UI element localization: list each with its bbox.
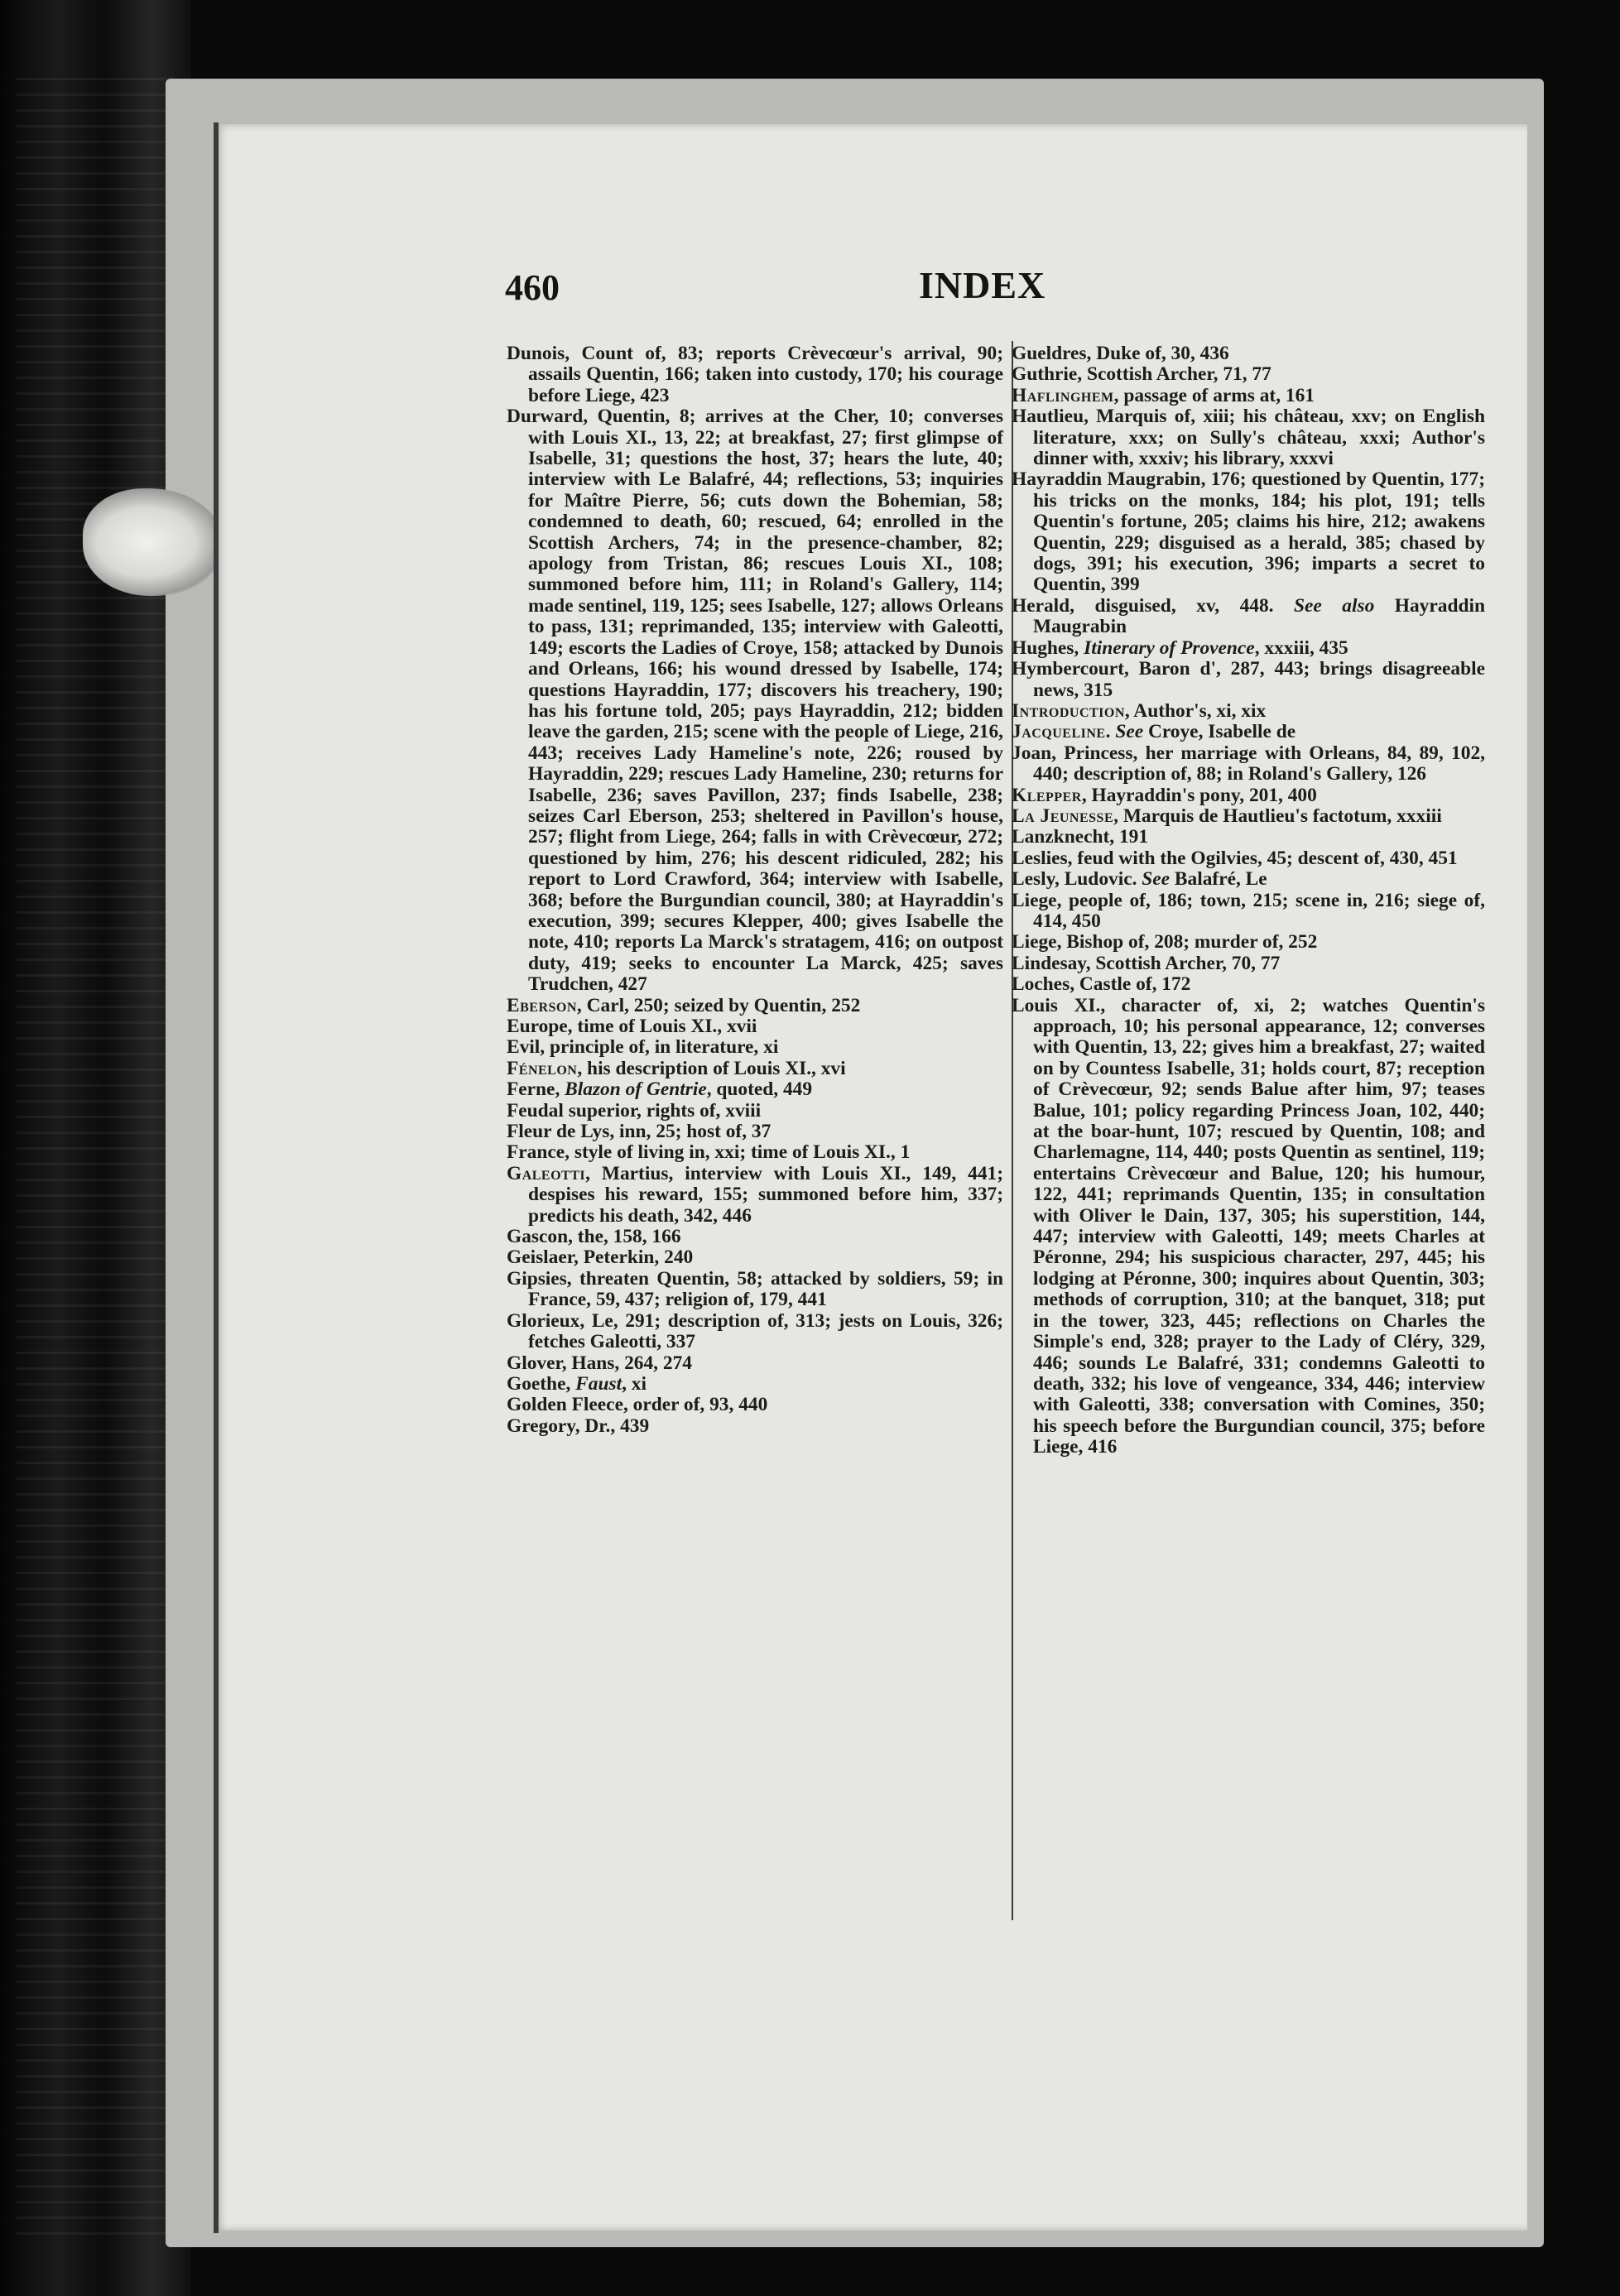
index-entry-heading: Galeotti: [507, 1162, 586, 1184]
index-entry-references: , Marquis of, xiii; his château, xxv; on English literature, xxx; on Sully's château, xxxi; Author's dinner with, xxxiv; his library, xxxvi: [1033, 406, 1485, 470]
index-entry-references: , Scottish Archer, 71, 77: [1077, 363, 1271, 386]
index-entry-references: ,: [565, 1372, 576, 1395]
index-entry: [1012, 596, 1485, 638]
index-entry-heading: Louis XI.: [1012, 994, 1101, 1016]
index-entry: [507, 1269, 1003, 1311]
index-entry: [1012, 469, 1485, 595]
index-entry-references: , Marquis de Hautlieu's factotum, xxxiii: [1113, 805, 1442, 827]
index-entry-heading: Evil: [507, 1036, 541, 1059]
index-entry-heading: Hautlieu: [1012, 406, 1084, 428]
index-entry-italic: See: [1115, 721, 1144, 743]
book-spine: [0, 0, 190, 2296]
index-entry-references: , 191: [1109, 826, 1149, 848]
index-entry-references: .: [1105, 721, 1116, 743]
index-entry-references: , Dr., 439: [574, 1415, 650, 1437]
index-entry-heading: Haflinghem: [1012, 384, 1114, 406]
index-entry-heading: Gipsies: [507, 1267, 567, 1290]
index-entry-heading: Gueldres: [1012, 343, 1087, 364]
index-entry-heading: Joan: [1012, 742, 1052, 764]
index-entry-references: , Carl, 250; seized by Quentin, 252: [576, 994, 861, 1016]
index-entry-references: , style of living in, xxi; time of Louis XI., 1: [565, 1141, 911, 1164]
index-entry-references: , Martius, interview with Louis XI., 149, 441; despises his reward, 155; summoned before him, 337; predicts his death, 342, 446: [528, 1162, 1003, 1227]
index-entry: [507, 1416, 1003, 1437]
index-entry-references-continued: , xi: [622, 1372, 647, 1395]
index-entry-references: , Bishop of, 208; murder of, 252: [1056, 931, 1318, 953]
index-entry-heading: Gregory: [507, 1415, 575, 1437]
index-entry: [507, 1101, 1003, 1122]
index-entry: [507, 1037, 1003, 1058]
index-entry-references-continued: , xxxiii, 435: [1254, 636, 1348, 659]
index-entry: [507, 1247, 1003, 1268]
index-entry-heading: Loches: [1012, 973, 1070, 996]
index-entry: [1012, 869, 1485, 890]
index-entry-heading: Fleur de Lys: [507, 1121, 610, 1143]
index-entry: [1012, 343, 1485, 364]
index-entry: [507, 1374, 1003, 1395]
index-entry-heading: Hayraddin Maugrabin: [1012, 468, 1201, 491]
index-entry-italic: Blazon of Gentrie: [565, 1078, 707, 1101]
index-entry: [1012, 659, 1485, 701]
index-entry-references: , order of, 93, 440: [623, 1394, 768, 1416]
index-entry-references: , Peterkin, 240: [574, 1246, 694, 1269]
index-entry-references: , passage of arms at, 161: [1113, 384, 1315, 406]
index-entry-references: ,: [1074, 636, 1084, 659]
index-entry-references: , threaten Quentin, 58; attacked by soldiers, 59; in France, 59, 437; religion of, 179, 441: [528, 1267, 1003, 1311]
index-entry-references: , Hayraddin's pony, 201, 400: [1081, 784, 1317, 806]
index-entry-references: , Author's, xi, xix: [1124, 699, 1267, 722]
index-entry-heading: Guthrie: [1012, 363, 1078, 386]
index-entry-heading: Dunois: [507, 343, 565, 364]
index-entry: [1012, 848, 1485, 869]
index-entry: [507, 343, 1003, 406]
index-entry-references: ,: [555, 1078, 565, 1101]
index-column-right: [1003, 343, 1485, 1458]
index-entry-references: , character of, xi, 2; watches Quentin's approach, 10; his personal appearance, 12; converses with Quentin, 13, 22; gives him a breakfast, 27; waited on by Countess Isabelle, 31; holds court, 87; reception of Crèvecœur, 92; sends Balue after him, 97; teases Balue, 101; policy regarding Princess Joan, 102, 440; at the boar-hunt, 107; rescued by Quentin, 108; and Charlemagne, 114, 440; posts Quentin as sentinel, 119; entertains Crèvecœur and Balue, 120; his humour, 122, 441; reprimands Quentin, 135; in consultation with Oliver le Dain, 137, 305; his superstition, 144, 447; interview with Galeotti, 149; meets Charles at Péronne, 294; his suspicious character, 297, 445; his lodging at Péronne, 300; inquires about Quentin, 303; methods of corruption, 310; at the banquet, 318; put in the tower, 323, 445; reflections on Charles the Simple's end, 328; prayer to the Lady of Cléry, 329, 446; sounds Le Balafré, 331; condemns Galeotti to death, 332; his love of vengeance, 334, 446; interview with Galeotti, 338; conversation with Comines, 350; his speech before the Burgundian council, 375; before Liege, 416: [1033, 994, 1485, 1458]
paper-tear: [83, 488, 224, 596]
index-entry-references: , his description of Louis XI., xvi: [577, 1057, 846, 1079]
index-entry-references: , Scottish Archer, 70, 77: [1085, 952, 1281, 974]
index-entry: [1012, 722, 1485, 742]
index-entry-heading: Introduction: [1012, 699, 1125, 722]
index-entry: [1012, 932, 1485, 953]
index-entry: [507, 1016, 1003, 1037]
index-entry: [1012, 364, 1485, 385]
index-entry-heading: Gascon: [507, 1226, 569, 1248]
index-entry-heading: Goethe: [507, 1372, 566, 1395]
index-entry-references: , Hans, 264, 274: [561, 1352, 692, 1374]
index-entry-references: superior, rights of, xviii: [563, 1099, 762, 1122]
index-entry-references: , inn, 25; host of, 37: [609, 1121, 772, 1143]
page-edge-shadow: [214, 122, 219, 2233]
index-entry-heading: Klepper: [1012, 784, 1082, 806]
index-entry-heading: Hughes: [1012, 636, 1074, 659]
index-entry: [1012, 785, 1485, 806]
index-entry-heading: Lanzknecht: [1012, 826, 1110, 848]
index-entry-references: , principle of, in literature, xi: [540, 1036, 779, 1059]
page-title: INDEX: [919, 264, 1046, 306]
index-entry: [507, 1142, 1003, 1163]
index-entry-heading: Leslies: [1012, 847, 1068, 869]
index-entry-heading: Jacqueline: [1012, 721, 1106, 743]
index-entry-heading: Ferne: [507, 1078, 555, 1101]
index-entry-italic: Itinerary of Provence: [1084, 636, 1255, 659]
index-entry-references: , time of Louis XI., xvii: [567, 1016, 757, 1037]
index-entry-references-continued: Balafré, Le: [1170, 868, 1267, 891]
index-entry-heading: Herald: [1012, 594, 1070, 617]
index-entry-references: , 176; questioned by Quentin, 177; his tricks on the monks, 184; his plot, 191; tells Quentin's fortune, 205; claims his hire, 212; awakens Quentin, 229; disguised as a herald, 385; chased by dogs, 391; his execution, 396; imparts a secret to Quentin, 399: [1033, 468, 1485, 596]
index-entry: [1012, 953, 1485, 974]
index-entry-heading: Hymbercourt: [1012, 658, 1124, 680]
index-entry-references: , disguised, xv, 448.: [1070, 594, 1295, 617]
index-entry: [1012, 701, 1485, 722]
index-entry: [1012, 743, 1485, 785]
index-column-left: [507, 343, 1003, 1437]
index-entry: [1012, 827, 1485, 848]
index-entry: [507, 1353, 1003, 1374]
index-entry: [1012, 806, 1485, 827]
index-entry-heading: Lesly: [1012, 868, 1055, 891]
index-entry-references: , Princess, her marriage with Orleans, 84, 89, 102, 440; description of, 88; in Roland's Gallery, 126: [1033, 742, 1485, 785]
index-entry: [507, 1311, 1003, 1353]
index-entry-heading: Liege: [1012, 889, 1057, 911]
index-entry-references-continued: , quoted, 449: [706, 1078, 813, 1101]
index-entry: [1012, 386, 1485, 406]
index-entry: [1012, 891, 1485, 933]
index-entry-heading: France: [507, 1141, 565, 1164]
index-entry-references: , feud with the Ogilvies, 45; descent of, 430, 451: [1067, 847, 1458, 869]
index-entry: [1012, 406, 1485, 469]
index-entry-heading: Glover: [507, 1352, 562, 1374]
index-entry-heading: Liege: [1012, 931, 1057, 953]
index-entry: [1012, 974, 1485, 995]
index-entry-references: , Castle of, 172: [1070, 973, 1191, 996]
index-entry-heading: Geislaer: [507, 1246, 574, 1269]
index-entry-references: , Baron d', 287, 443; brings disagreeable news, 315: [1033, 658, 1485, 701]
index-entry-references: , Ludovic.: [1055, 868, 1142, 891]
spine-texture: [17, 66, 174, 2235]
index-entry: [507, 1164, 1003, 1227]
index-entry-italic: See: [1142, 868, 1171, 891]
index-entry: [507, 1079, 1003, 1100]
index-entry-references: , Quentin, 8; arrives at the Cher, 10; converses with Louis XI., 13, 22; at breakfast, 27; first glimpse of Isabelle, 31; questions the host, 37; hears the lute, 40; interview with Le Balafré, 44; reflections, 53; inquiries for Maître Pierre, 56; cuts down the Bohemian, 58; condemned to death, 60; rescued, 64; enrolled in the Scottish Archers, 74; in the presence-chamber, 82; apology from Tristan, 86; rescues Louis XI., 108; summoned before him, 111; in Roland's Gallery, 114; made sentinel, 119, 125; sees Isabelle, 127; allows Orleans to pass, 131; reprimanded, 135; interview with Galeotti, 149; escorts the Ladies of Croye, 158; attacked by Dunois and Orleans, 166; his wound dressed by Isabelle, 174; questions Hayraddin, 177; discovers his treachery, 190; has his fortune told, 205; pays Hayraddin, 212; bidden leave the garden, 215; scene with the people of Liege, 216, 443; receives Lady Hameline's note, 226; roused by Hayraddin, 229; rescues Lady Hameline, 230; returns for Isabelle, 236; saves Pavillon, 237; finds Isabelle, 238; seizes Carl Eberson, 253; sheltered in Pavillon's house, 257; flight from Liege, 264; falls in with Crèvecœur, 272; questioned by him, 276; his descent ridiculed, 282; his report to Lord Crawford, 364; interview with Isabelle, 368; before the Burgundian council, 380; at Hayraddin's execution, 399; secures Klepper, 400; gives Isabelle the note, 410; reports La Marck's stratagem, 416; on outpost duty, 419; seeks to encounter La Marck, 425; saves Trudchen, 427: [528, 406, 1003, 996]
page-number: 460: [505, 267, 560, 308]
index-entry-references: , people of, 186; town, 215; scene in, 216; siege of, 414, 450: [1033, 889, 1485, 932]
index-entry-heading: Durward: [507, 406, 584, 428]
index-entry: [507, 1395, 1003, 1415]
index-entry-references-continued: Croye, Isabelle de: [1143, 721, 1296, 743]
index-entry: [1012, 996, 1485, 1458]
index-entry-references: , Le, 291; description of, 313; jests on Louis, 326; fetches Galeotti, 337: [528, 1309, 1003, 1353]
index-entry-references: , the, 158, 166: [568, 1226, 681, 1248]
index-entry: [507, 996, 1003, 1016]
index-entry-heading: Golden Fleece: [507, 1394, 623, 1416]
index-entry: [1012, 638, 1485, 659]
index-entry-heading: Fénelon: [507, 1057, 578, 1079]
index-entry-references-continued: Hayraddin Maugrabin: [1033, 594, 1485, 638]
index-entry-heading: Europe: [507, 1016, 568, 1037]
index-entry-references: , Count of, 83; reports Crèvecœur's arrival, 90; assails Quentin, 166; taken into custody, 170; his courage before Liege, 423: [528, 343, 1003, 406]
index-entry-heading: Lindesay: [1012, 952, 1086, 974]
index-entry-heading: Glorieux: [507, 1309, 580, 1332]
index-entry-italic: See also: [1294, 594, 1375, 617]
index-entry: [507, 1059, 1003, 1079]
index-entry-heading: Eberson: [507, 994, 577, 1016]
index-entry-italic: Faust: [575, 1372, 623, 1395]
index-entry-heading: La Jeunesse: [1012, 805, 1114, 827]
index-entry: [507, 1122, 1003, 1142]
index-entry-references: , Duke of, 30, 436: [1086, 343, 1229, 364]
index-entry: [507, 1227, 1003, 1247]
index-entry-heading: Feudal: [507, 1099, 564, 1122]
index-entry: [507, 406, 1003, 995]
